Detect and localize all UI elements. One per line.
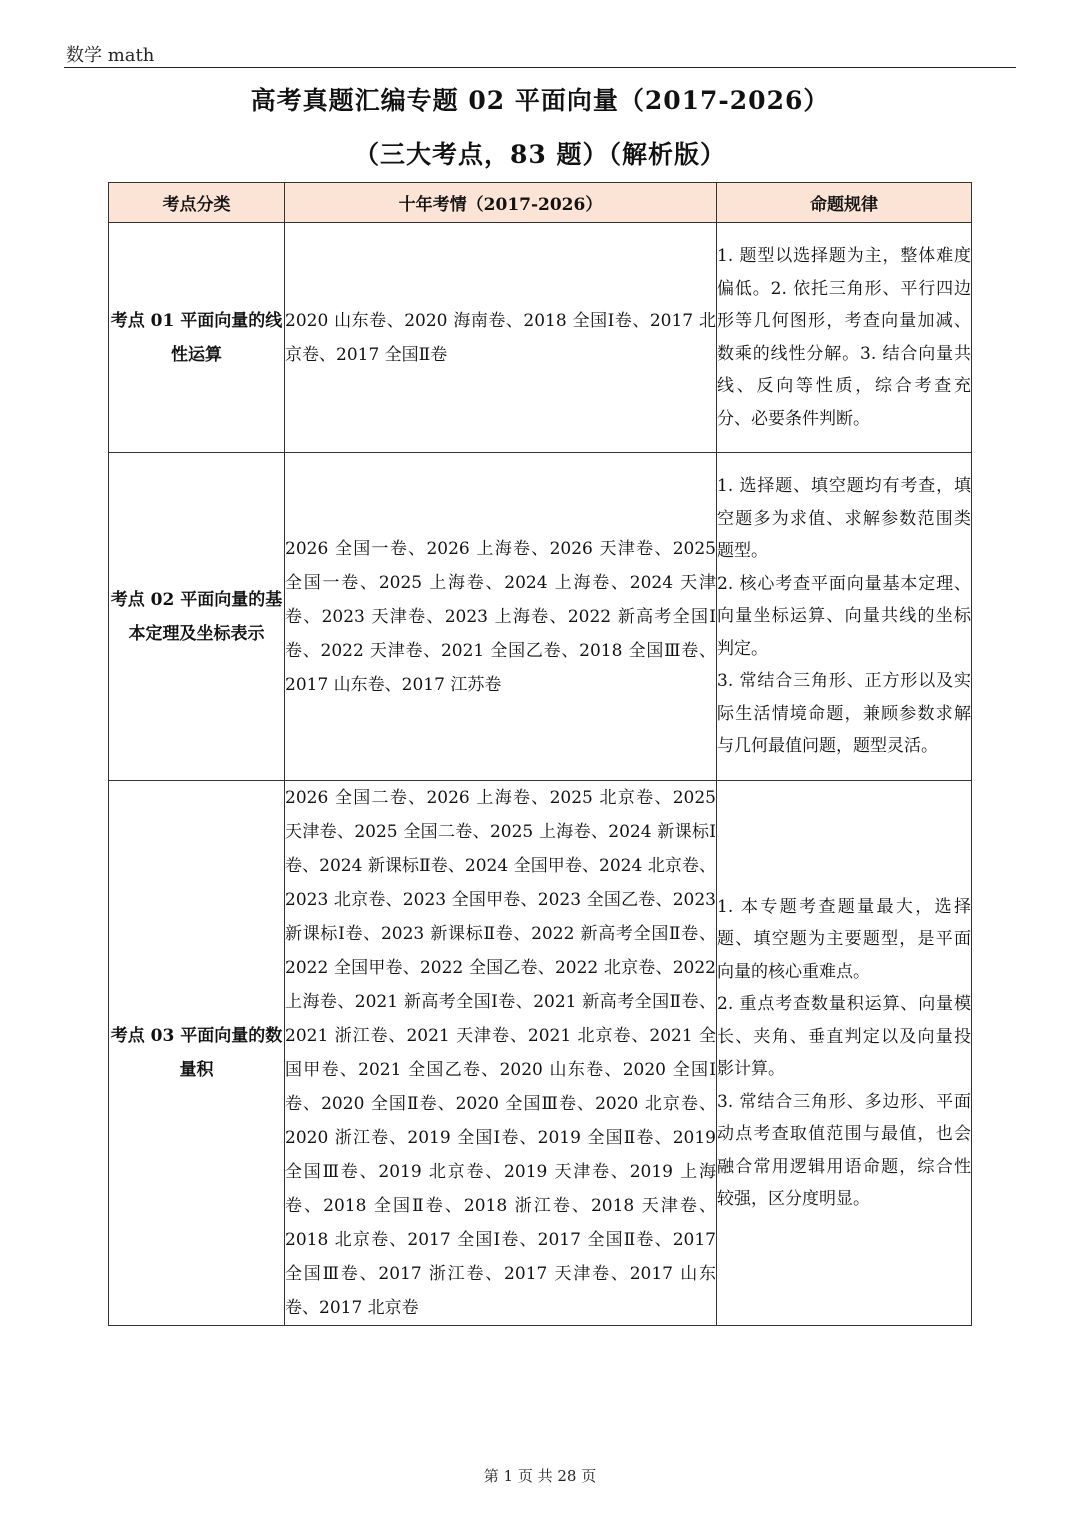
rule-item: 1. 本专题考查题量最大，选择题、填空题为主要题型，是平面向量的核心重难点。 — [717, 896, 971, 982]
column-header-exams: 十年考情（2017-2026） — [285, 183, 717, 223]
table-row — [109, 223, 972, 453]
column-header-rules: 命题规律 — [717, 183, 972, 223]
rule-item: 3. 常结合三角形、正方形以及实际生活情境命题，兼顾参数求解与几何最值问题，题型灵活。 — [717, 671, 971, 757]
rule-item: 2. 核心考查平面向量基本定理、向量坐标运算、向量共线的坐标判定。 — [717, 573, 971, 659]
header-divider — [64, 67, 1016, 68]
row-category: 考点 02 平面向量的基本定理及坐标表示 — [109, 453, 285, 781]
rule-item: 3. 常结合三角形、多边形、平面动点考查取值范围与最值，也会融合常用逻辑用语命题，综合性较强，区分度明显。 — [717, 1091, 971, 1209]
rule-item: 1. 选择题、填空题均有考查，填空题多为求值、求解参数范围类题型。 — [717, 476, 971, 562]
rule-item: 1. 题型以选择题为主，整体难度偏低。2. 依托三角形、平行四边形等几何图形，考查向量加减、数乘的线性分解。3. 结合向量共线、反向等性质，综合考查充分、必要条件判断。 — [717, 246, 971, 429]
page-header: 数学 math — [66, 45, 155, 66]
row-rules — [717, 453, 972, 781]
column-header-category: 考点分类 — [109, 183, 285, 223]
row-rules — [717, 781, 972, 1326]
rule-item: 2. 重点考查数量积运算、向量模长、夹角、垂直判定以及向量投影计算。 — [717, 994, 971, 1079]
table-row — [109, 453, 972, 781]
document-subtitle: （三大考点，83 题）（解析版） — [354, 140, 726, 169]
row-exams: 2020 山东卷、2020 海南卷、2018 全国Ⅰ卷、2017 北京卷、2017 全国Ⅱ卷 — [285, 223, 717, 453]
page-footer: 第 1 页 共 28 页 — [483, 1467, 597, 1485]
table-header-row — [109, 183, 972, 223]
row-exams: 2026 全国二卷、2026 上海卷、2025 北京卷、2025 天津卷、2025 全国二卷、2025 上海卷、2024 新课标Ⅰ卷、2024 新课标Ⅱ卷、2024 全国甲卷、2024 北京卷、2023 北京卷、2023 全国甲卷、2023 全国乙卷、2023 新课标Ⅰ卷、2023 新课标Ⅱ卷、2022 新高考全国Ⅱ卷、2022 全国甲卷、2022 全国乙卷、2022 北京卷、2022 上海卷、2021 新高考全国Ⅰ卷、2021 新高考全国Ⅱ卷、2021 浙江卷、2021 天津卷、2021 北京卷、2021 全国甲卷、2021 全国乙卷、2020 山东卷、2020 全国Ⅰ卷、2020 全国Ⅱ卷、2020 全国Ⅲ卷、2020 北京卷、2020 浙江卷、2019 全国Ⅰ卷、2019 全国Ⅱ卷、2019 全国Ⅲ卷、2019 北京卷、2019 天津卷、2019 上海卷、2018 全国Ⅱ卷、2018 浙江卷、2018 天津卷、2018 北京卷、2017 全国Ⅰ卷、2017 全国Ⅱ卷、2017 全国Ⅲ卷、2017 浙江卷、2017 天津卷、2017 山东卷、2017 北京卷 — [285, 781, 717, 1326]
topic-summary-table — [108, 182, 972, 1326]
row-category: 考点 03 平面向量的数量积 — [109, 781, 285, 1326]
row-exams: 2026 全国一卷、2026 上海卷、2026 天津卷、2025 全国一卷、2025 上海卷、2024 上海卷、2024 天津卷、2023 天津卷、2023 上海卷、2022 新高考全国Ⅰ卷、2022 天津卷、2021 全国乙卷、2018 全国Ⅲ卷、2017 山东卷、2017 江苏卷 — [285, 453, 717, 781]
document-title: 高考真题汇编专题 02 平面向量（2017-2026） — [250, 86, 830, 115]
table-row — [109, 781, 972, 1326]
row-rules — [717, 223, 972, 453]
row-category: 考点 01 平面向量的线性运算 — [109, 223, 285, 453]
